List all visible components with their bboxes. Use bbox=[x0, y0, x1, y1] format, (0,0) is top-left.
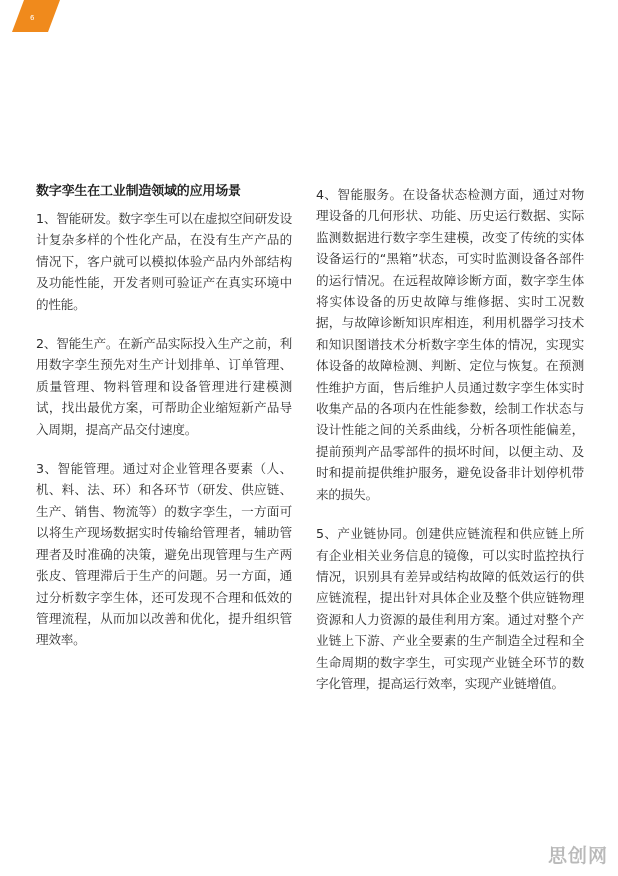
section-heading: 数字孪生在工业制造领域的应用场景 bbox=[36, 184, 241, 199]
orange-parallelogram-shape bbox=[12, 0, 60, 32]
site-watermark: 思创网 bbox=[547, 845, 608, 867]
paragraph-industry-chain-collaboration: 5、产业链协同。创建供应链流程和供应链上所有企业相关业务信息的镜像，可以实时监控执行情况，识别具有差异或结构故障的低效运行的供应链流程，提出针对具体企业及整个供应链物理资源和人力资源的最佳利用方案。通过对整个产业链上下游、产业全要素的生产制造全过程和全生命周期的数字孪生，可实现产业链全环节的数字化管理，提高运行效率，实现产业链增值。 bbox=[316, 526, 584, 691]
left-column bbox=[36, 182, 292, 669]
page-corner-tab bbox=[12, 0, 60, 32]
right-column bbox=[316, 184, 584, 712]
paragraph-smart-management: 3、智能管理。通过对企业管理各要素（人、机、料、法、环）和各环节（研发、供应链、生产、销售、物流等）的数字孪生，一方面可以将生产现场数据实时传输给管理者，辅助管理者及时准确的决策，避免出现管理与生产两张皮、管理滞后于生产的问题。另一方面，通过分析数字孪生体，还可发现不合理和低效的管理流程，从而加以改善和优化，提升组织管理效率。 bbox=[36, 461, 292, 648]
paragraph-smart-production: 2、智能生产。在新产品实际投入生产之前，利用数字孪生预先对生产计划排单、订单管理、质量管理、物料管理和设备管理进行建模测试，找出最优方案，可帮助企业缩短新产品导入周期，提高产品交付速度。 bbox=[36, 336, 292, 437]
paragraph-smart-service: 4、智能服务。在设备状态检测方面，通过对物理设备的几何形状、功能、历史运行数据、实际监测数据进行数字孪生建模，改变了传统的实体设备运行的“黑箱”状态，可实时监测设备各部件的运行情况。在远程故障诊断方面，数字孪生体将实体设备的历史故障与维修据、实时工况数据，与故障诊断知识库相连，利用机器学习技术和知识图谱技术分析数字孪生体的情况，实现实体设备的故障检测、判断、定位与恢复。在预测性维护方面，售后维护人员通过数字孪生体实时收集产品的各项内在性能参数，绘制工作状态与设计性能之间的关系曲线，分析各项性能偏差，提前预判产品零部件的损坏时间，以便主动、及时和提前提供维护服务，避免设备非计划停机带来的损失。 bbox=[316, 187, 584, 502]
page-number: 6 bbox=[30, 14, 35, 22]
paragraph-smart-rnd: 1、智能研发。数字孪生可以在虚拟空间研发设计复杂多样的个性化产品，在没有生产产品的情况下，客户就可以模拟体验产品内外部结构及功能性能，开发者则可验证产在真实环境中的性能。 bbox=[36, 211, 292, 312]
